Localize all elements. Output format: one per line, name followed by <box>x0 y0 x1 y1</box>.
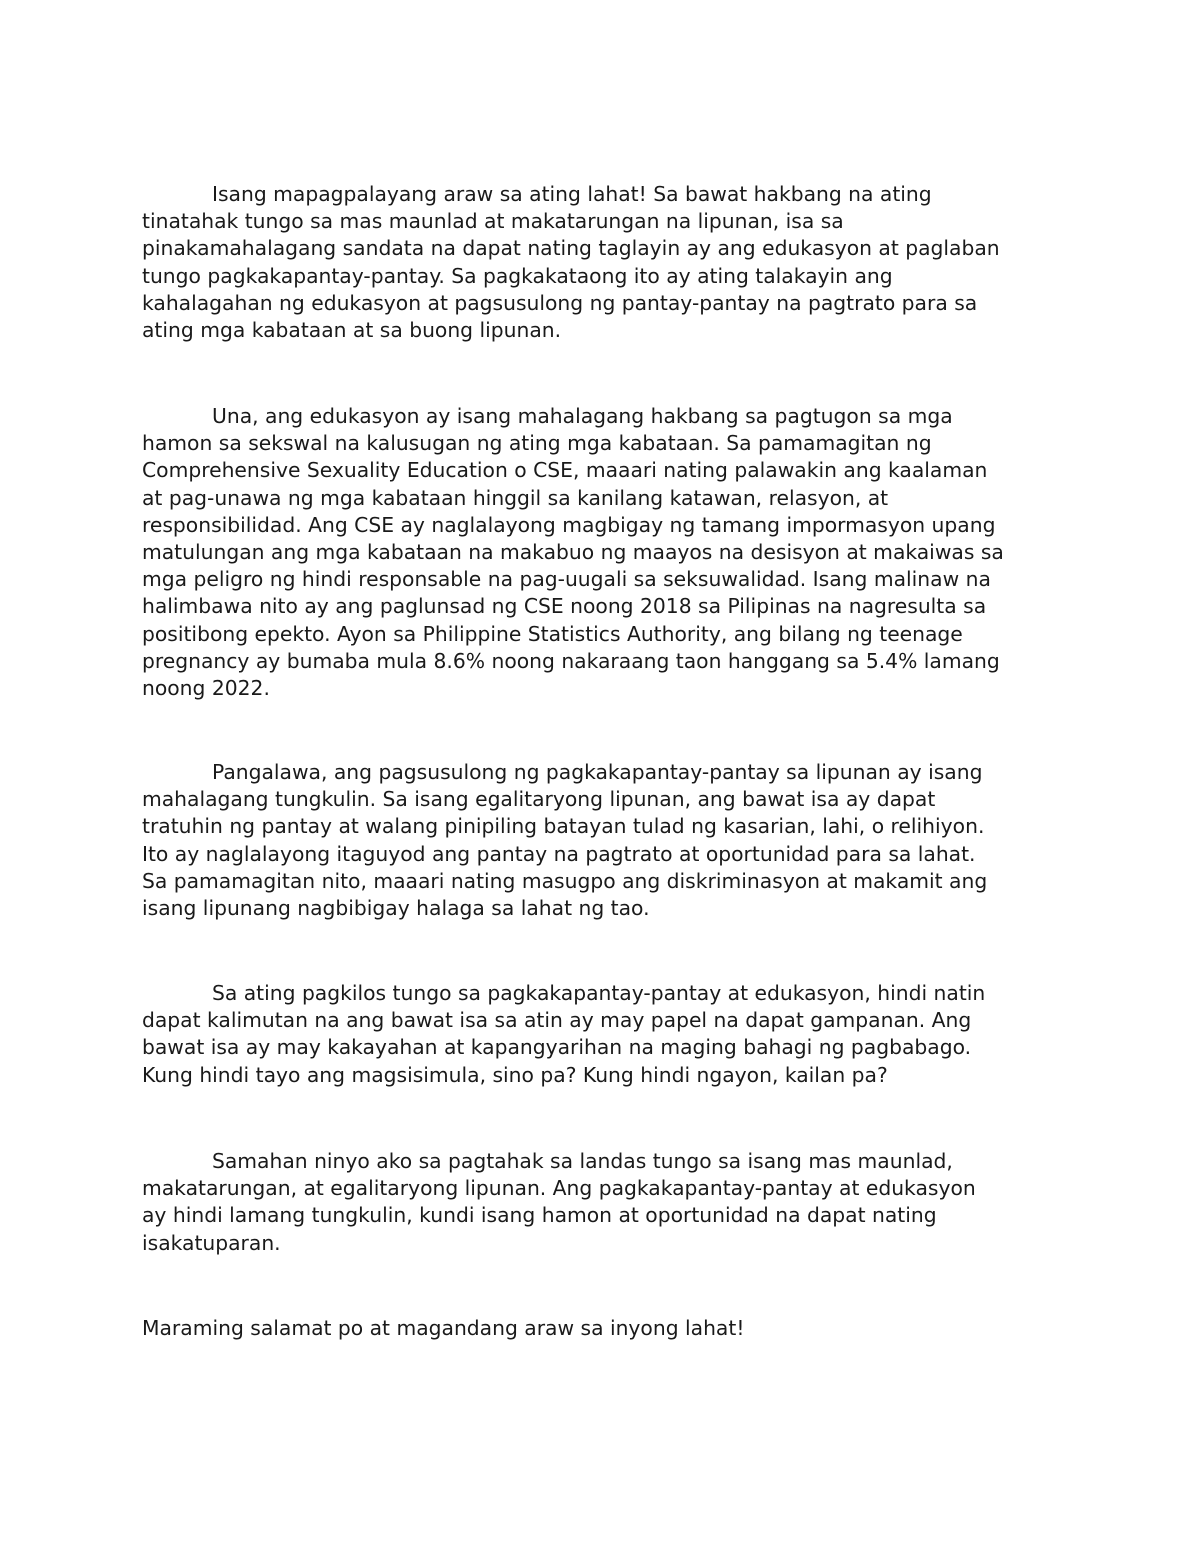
paragraph-second-point <box>142 759 1072 922</box>
text-line: Isang mapagpalayang araw sa ating lahat! Sa bawat hakbang na ating <box>212 182 932 206</box>
text-line: Comprehensive Sexuality Education o CSE, maaari nating palawakin ang kaalaman <box>142 458 988 483</box>
paragraph-closing <box>142 1315 1072 1342</box>
text-line: halimbawa nito ay ang paglunsad ng CSE noong 2018 sa Pilipinas na nagresulta sa <box>142 594 987 619</box>
text-line: tungo pagkakapantay-pantay. Sa pagkakataong ito ay ating talakayin ang <box>142 263 893 288</box>
text-line: Una, ang edukasyon ay isang mahalagang hakbang sa pagtugon sa mga <box>212 404 953 428</box>
paragraph-opening <box>142 181 1072 344</box>
text-line: dapat kalimutan na ang bawat isa sa atin ay may papel na dapat gampanan. Ang <box>142 1008 972 1033</box>
text-line: tratuhin ng pantay at walang pinipiling batayan tulad ng kasarian, lahi, o relihiyon. <box>142 814 985 839</box>
text-line: isakatuparan. <box>142 1230 281 1255</box>
text-line: Sa pamamagitan nito, maaari nating masugpo ang diskriminasyon at makamit ang <box>142 868 988 893</box>
text-line: tinatahak tungo sa mas maunlad at makatarungan na lipunan, isa sa <box>142 209 844 234</box>
paragraph-invitation <box>142 1148 1072 1257</box>
text-line: bawat isa ay may kakayahan at kapangyarihan na maging bahagi ng pagbabago. <box>142 1035 972 1060</box>
text-line: Ito ay naglalayong itaguyod ang pantay na pagtrato at oportunidad para sa lahat. <box>142 841 976 866</box>
text-line: responsibilidad. Ang CSE ay naglalayong magbigay ng tamang impormasyon upang <box>142 512 996 537</box>
text-line: Maraming salamat po at magandang araw sa inyong lahat! <box>142 1316 745 1340</box>
text-line: at pag-unawa ng mga kabataan hinggil sa kanilang katawan, relasyon, at <box>142 485 889 510</box>
text-line: ating mga kabataan at sa buong lipunan. <box>142 318 562 343</box>
text-line: Samahan ninyo ako sa pagtahak sa landas tungo sa isang mas maunlad, <box>212 1149 953 1173</box>
text-line: ay hindi lamang tungkulin, kundi isang hamon at oportunidad na dapat nating <box>142 1203 937 1228</box>
text-line: Kung hindi tayo ang magsisimula, sino pa? Kung hindi ngayon, kailan pa? <box>142 1062 888 1087</box>
text-line: hamon sa sekswal na kalusugan ng ating mga kabataan. Sa pamamagitan ng <box>142 431 932 456</box>
text-line: positibong epekto. Ayon sa Philippine Statistics Authority, ang bilang ng teenage <box>142 621 963 646</box>
text-line: mga peligro ng hindi responsable na pag-uugali sa seksuwalidad. Isang malinaw na <box>142 567 991 592</box>
text-line: makatarungan, at egalitaryong lipunan. Ang pagkakapantay-pantay at edukasyon <box>142 1176 976 1201</box>
text-line: noong 2022. <box>142 676 270 701</box>
text-line: Pangalawa, ang pagsusulong ng pagkakapantay-pantay sa lipunan ay isang <box>212 760 983 784</box>
text-line: mahalagang tungkulin. Sa isang egalitaryong lipunan, ang bawat isa ay dapat <box>142 787 936 812</box>
text-line: pregnancy ay bumaba mula 8.6% noong nakaraang taon hanggang sa 5.4% lamang <box>142 648 1000 673</box>
text-line: kahalagahan ng edukasyon at pagsusulong ng pantay-pantay na pagtrato para sa <box>142 290 978 315</box>
paragraph-first-point <box>142 403 1072 702</box>
text-line: Sa ating pagkilos tungo sa pagkakapantay-pantay at edukasyon, hindi natin <box>212 981 986 1005</box>
paragraph-call-to-action <box>142 980 1072 1089</box>
text-line: matulungan ang mga kabataan na makabuo ng maayos na desisyon at makaiwas sa <box>142 540 1004 565</box>
text-line: pinakamahalagang sandata na dapat nating taglayin ay ang edukasyon at paglaban <box>142 236 1000 261</box>
text-line: isang lipunang nagbibigay halaga sa lahat ng tao. <box>142 896 650 921</box>
